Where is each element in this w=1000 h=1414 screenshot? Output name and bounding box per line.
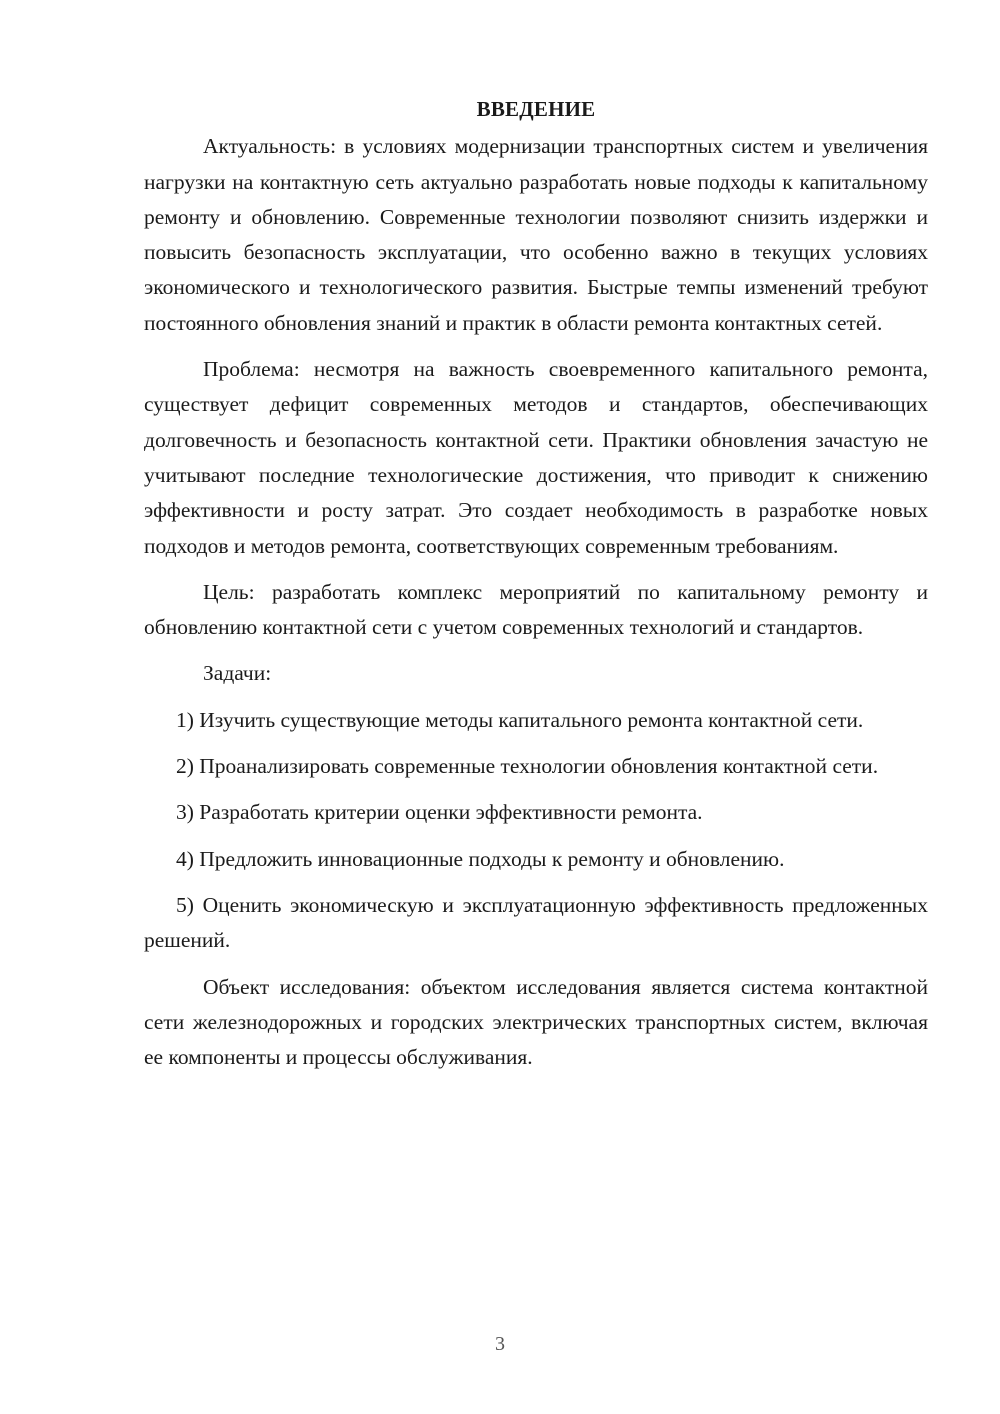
document-page	[144, 92, 928, 1086]
task-item-5: 5) Оценить экономическую и эксплуатационную эффективность предложенных решений.	[144, 892, 928, 953]
paragraph-problem: Проблема: несмотря на важность своевременного капитального ремонта, существует дефицит современных методов и стандартов, обеспечивающих долговечность и безопасность контактной сети. Практики обновления зачастую не учитывают последние технологические достижения, что приводит к снижению эффективности и росту затрат. Это создает необходимость в разработке новых подходов и методов ремонта, соответствующих современным требованиям.	[144, 357, 928, 558]
task-item-3: 3) Разработать критерии оценки эффективности ремонта.	[176, 800, 703, 825]
tasks-heading: Задачи:	[203, 661, 272, 686]
paragraph-goal: Цель: разработать комплекс мероприятий по капитальному ремонту и обновлению контактной сети с учетом современных технологий и стандартов.	[144, 579, 928, 640]
task-item-1: 1) Изучить существующие методы капитального ремонта контактной сети.	[176, 707, 864, 732]
paragraph-research-object: Объект исследования: объектом исследования является система контактной сети железнодорожных и городских электрических транспортных систем, включая ее компоненты и процессы обслуживания.	[144, 974, 928, 1070]
page-title: ВВЕДЕНИЕ	[476, 97, 596, 121]
page-number: 3	[495, 1333, 505, 1355]
task-item-2: 2) Проанализировать современные технологии обновления контактной сети.	[176, 754, 879, 779]
task-item-4: 4) Предложить инновационные подходы к ремонту и обновлению.	[176, 846, 785, 871]
paragraph-relevance: Актуальность: в условиях модернизации транспортных систем и увеличения нагрузки на контактную сеть актуально разработать новые подходы к капитальному ремонту и обновлению. Современные технологии позволяют снизить издержки и повысить безопасность эксплуатации, что особенно важно в текущих условиях экономического и технологического развития. Быстрые темпы изменений требуют постоянного обновления знаний и практик в области ремонта контактных сетей.	[144, 134, 928, 335]
